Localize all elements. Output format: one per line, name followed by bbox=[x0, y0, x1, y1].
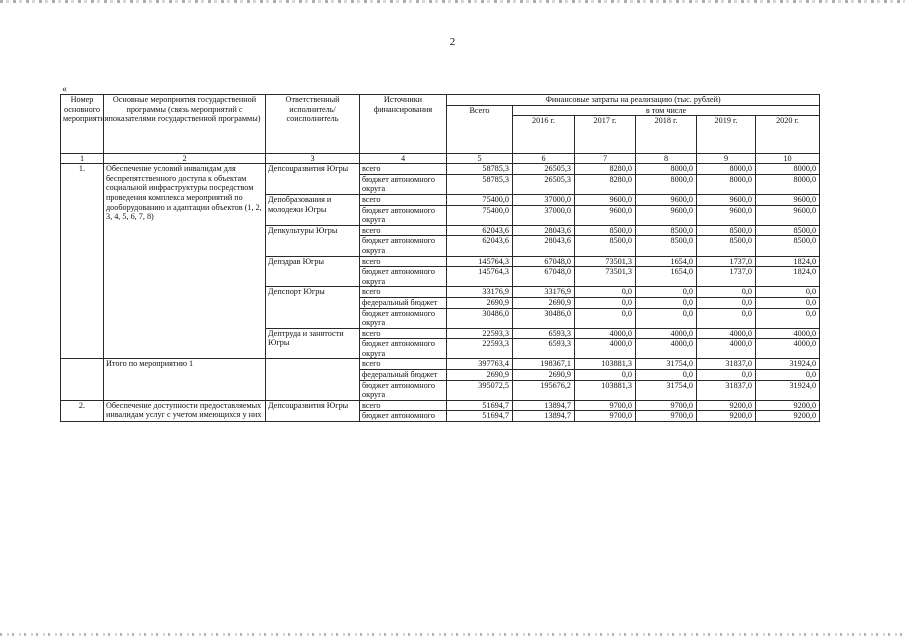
source-cell: всего bbox=[360, 164, 447, 175]
value-year: 9600,0 bbox=[636, 205, 697, 225]
value-year: 4000,0 bbox=[575, 328, 636, 339]
value-total: 58785,3 bbox=[447, 164, 513, 175]
value-total: 22593,3 bbox=[447, 328, 513, 339]
value-total: 2690,9 bbox=[447, 370, 513, 381]
source-cell: бюджет автономного округа bbox=[360, 308, 447, 328]
value-year: 4000,0 bbox=[697, 339, 756, 359]
value-year: 2690,9 bbox=[513, 370, 575, 381]
value-year: 0,0 bbox=[636, 287, 697, 298]
value-year: 31754,0 bbox=[636, 359, 697, 370]
source-cell: бюджет автономного округа bbox=[360, 267, 447, 287]
value-year: 73501,3 bbox=[575, 267, 636, 287]
value-year: 1824,0 bbox=[756, 267, 820, 287]
column-number: 8 bbox=[636, 154, 697, 164]
value-year: 0,0 bbox=[697, 297, 756, 308]
value-year: 8000,0 bbox=[636, 174, 697, 194]
header-year: 2016 г. bbox=[513, 116, 575, 154]
value-year: 8500,0 bbox=[756, 225, 820, 236]
value-year: 4000,0 bbox=[697, 328, 756, 339]
source-cell: бюджет автономного округа bbox=[360, 380, 447, 400]
value-year: 31924,0 bbox=[756, 380, 820, 400]
value-year: 8500,0 bbox=[756, 236, 820, 256]
value-year: 1654,0 bbox=[636, 256, 697, 267]
value-total: 75400,0 bbox=[447, 194, 513, 205]
value-year: 8000,0 bbox=[697, 174, 756, 194]
value-total: 62043,6 bbox=[447, 236, 513, 256]
value-total: 22593,3 bbox=[447, 339, 513, 359]
value-year: 33176,9 bbox=[513, 287, 575, 298]
source-cell: всего bbox=[360, 359, 447, 370]
value-year: 0,0 bbox=[697, 287, 756, 298]
table-row bbox=[61, 400, 820, 411]
header-num: Номер основного мероприятия bbox=[61, 95, 104, 154]
value-total: 51694,7 bbox=[447, 400, 513, 411]
header-year: 2019 г. bbox=[697, 116, 756, 154]
value-year: 6593,3 bbox=[513, 339, 575, 359]
value-year: 6593,3 bbox=[513, 328, 575, 339]
header-year: 2018 г. bbox=[636, 116, 697, 154]
header-finance: Финансовые затраты на реализацию (тыс. рублей) bbox=[447, 95, 820, 106]
value-year: 4000,0 bbox=[636, 328, 697, 339]
executor-cell: Депобразования и молодежи Югры bbox=[266, 194, 360, 225]
source-cell: федеральный бюджет bbox=[360, 370, 447, 381]
value-year: 0,0 bbox=[756, 287, 820, 298]
value-year: 9700,0 bbox=[575, 411, 636, 422]
value-year: 103881,3 bbox=[575, 359, 636, 370]
column-number: 3 bbox=[266, 154, 360, 164]
table-row bbox=[61, 164, 820, 175]
header-row-1 bbox=[61, 95, 820, 106]
header-total: Всего bbox=[447, 105, 513, 154]
column-number: 9 bbox=[697, 154, 756, 164]
value-year: 0,0 bbox=[697, 370, 756, 381]
value-year: 0,0 bbox=[697, 308, 756, 328]
column-number: 6 bbox=[513, 154, 575, 164]
value-year: 9200,0 bbox=[756, 400, 820, 411]
value-year: 31754,0 bbox=[636, 380, 697, 400]
value-total: 2690,9 bbox=[447, 297, 513, 308]
value-year: 26505,3 bbox=[513, 174, 575, 194]
value-year: 8000,0 bbox=[697, 164, 756, 175]
table-row bbox=[61, 359, 820, 370]
value-total: 395072,5 bbox=[447, 380, 513, 400]
source-cell: всего bbox=[360, 225, 447, 236]
value-year: 8500,0 bbox=[575, 236, 636, 256]
value-year: 9600,0 bbox=[756, 205, 820, 225]
value-year: 8500,0 bbox=[636, 225, 697, 236]
value-year: 8280,0 bbox=[575, 164, 636, 175]
header-responsible: Ответственный исполнитель/ соисполнитель bbox=[266, 95, 360, 154]
value-year: 9600,0 bbox=[575, 205, 636, 225]
value-year: 0,0 bbox=[575, 308, 636, 328]
value-year: 0,0 bbox=[756, 297, 820, 308]
value-year: 195676,2 bbox=[513, 380, 575, 400]
value-year: 103881,3 bbox=[575, 380, 636, 400]
value-year: 73501,3 bbox=[575, 256, 636, 267]
value-year: 9600,0 bbox=[575, 194, 636, 205]
source-cell: всего bbox=[360, 194, 447, 205]
executor-cell: Дептруда и занятости Югры bbox=[266, 328, 360, 359]
value-year: 4000,0 bbox=[756, 339, 820, 359]
value-total: 33176,9 bbox=[447, 287, 513, 298]
value-year: 8500,0 bbox=[697, 236, 756, 256]
source-cell: бюджет автономного округа bbox=[360, 339, 447, 359]
source-cell: всего bbox=[360, 400, 447, 411]
value-year: 9600,0 bbox=[636, 194, 697, 205]
value-year: 31837,0 bbox=[697, 380, 756, 400]
value-year: 31924,0 bbox=[756, 359, 820, 370]
event-name: Обеспечение условий инвалидам для беспрепятственного доступа к объектам социальной инфраструктуры посредством проведения комплекса мероприятий по дооборудованию и адаптации объектов (1, 2, 3, 4, 5, 6, 7, 8) bbox=[104, 164, 266, 359]
value-total: 62043,6 bbox=[447, 225, 513, 236]
value-year: 8000,0 bbox=[756, 164, 820, 175]
source-cell: всего bbox=[360, 328, 447, 339]
value-year: 28043,6 bbox=[513, 225, 575, 236]
event-number: 1. bbox=[61, 164, 104, 359]
source-cell: бюджет автономного округа bbox=[360, 205, 447, 225]
value-year: 8500,0 bbox=[697, 225, 756, 236]
value-year: 9700,0 bbox=[575, 400, 636, 411]
value-year: 9600,0 bbox=[756, 194, 820, 205]
value-year: 9200,0 bbox=[697, 411, 756, 422]
value-year: 9700,0 bbox=[636, 411, 697, 422]
value-year: 8280,0 bbox=[575, 174, 636, 194]
value-total: 30486,0 bbox=[447, 308, 513, 328]
total-executor-cell bbox=[266, 359, 360, 400]
scan-edge-bottom bbox=[0, 633, 905, 636]
total-label: Итого по мероприятию 1 bbox=[104, 359, 266, 400]
value-year: 0,0 bbox=[756, 370, 820, 381]
value-year: 37000,0 bbox=[513, 194, 575, 205]
value-year: 26505,3 bbox=[513, 164, 575, 175]
value-year: 1737,0 bbox=[697, 267, 756, 287]
value-year: 4000,0 bbox=[575, 339, 636, 359]
value-year: 9200,0 bbox=[697, 400, 756, 411]
source-cell: всего bbox=[360, 287, 447, 298]
value-year: 4000,0 bbox=[636, 339, 697, 359]
financing-table bbox=[60, 94, 820, 422]
total-number-cell bbox=[61, 359, 104, 400]
column-number: 2 bbox=[104, 154, 266, 164]
value-year: 0,0 bbox=[636, 370, 697, 381]
value-year: 0,0 bbox=[756, 308, 820, 328]
executor-cell: Депздрав Югры bbox=[266, 256, 360, 287]
event-number: 2. bbox=[61, 400, 104, 421]
header-including: в том числе bbox=[513, 105, 820, 116]
value-year: 9600,0 bbox=[697, 205, 756, 225]
value-year: 0,0 bbox=[575, 370, 636, 381]
value-year: 198367,1 bbox=[513, 359, 575, 370]
executor-cell: Депсоцразвития Югры bbox=[266, 164, 360, 195]
header-year: 2020 г. bbox=[756, 116, 820, 154]
value-year: 0,0 bbox=[575, 297, 636, 308]
value-year: 9600,0 bbox=[697, 194, 756, 205]
value-year: 30486,0 bbox=[513, 308, 575, 328]
opening-quote: « bbox=[62, 84, 67, 95]
value-year: 4000,0 bbox=[756, 328, 820, 339]
value-total: 58785,3 bbox=[447, 174, 513, 194]
scan-edge-top bbox=[0, 0, 905, 3]
value-year: 67048,0 bbox=[513, 267, 575, 287]
value-total: 397763,4 bbox=[447, 359, 513, 370]
column-number: 5 bbox=[447, 154, 513, 164]
value-year: 0,0 bbox=[636, 308, 697, 328]
header-source: Источники финансирования bbox=[360, 95, 447, 154]
column-number: 1 bbox=[61, 154, 104, 164]
value-year: 0,0 bbox=[575, 287, 636, 298]
value-year: 8500,0 bbox=[575, 225, 636, 236]
value-total: 75400,0 bbox=[447, 205, 513, 225]
event-name: Обеспечение доступности предоставляемых инвалидам услуг с учетом имеющихся у них bbox=[104, 400, 266, 421]
header-event: Основные мероприятия государственной программы (связь мероприятий с показателями государственной программы) bbox=[104, 95, 266, 154]
page-number: 2 bbox=[449, 36, 456, 48]
value-year: 9700,0 bbox=[636, 400, 697, 411]
source-cell: бюджет автономного округа bbox=[360, 174, 447, 194]
value-year: 1737,0 bbox=[697, 256, 756, 267]
value-total: 51694,7 bbox=[447, 411, 513, 422]
value-year: 0,0 bbox=[636, 297, 697, 308]
value-year: 67048,0 bbox=[513, 256, 575, 267]
source-cell: всего bbox=[360, 256, 447, 267]
column-number: 4 bbox=[360, 154, 447, 164]
source-cell: бюджет автономного bbox=[360, 411, 447, 422]
value-year: 13894,7 bbox=[513, 411, 575, 422]
source-cell: федеральный бюджет bbox=[360, 297, 447, 308]
column-number: 10 bbox=[756, 154, 820, 164]
value-year: 2690,9 bbox=[513, 297, 575, 308]
value-total: 145764,3 bbox=[447, 256, 513, 267]
executor-cell: Депспорт Югры bbox=[266, 287, 360, 328]
value-year: 31837,0 bbox=[697, 359, 756, 370]
column-number: 7 bbox=[575, 154, 636, 164]
value-year: 8000,0 bbox=[636, 164, 697, 175]
value-year: 8000,0 bbox=[756, 174, 820, 194]
value-year: 1824,0 bbox=[756, 256, 820, 267]
value-year: 13894,7 bbox=[513, 400, 575, 411]
executor-cell: Депсоцразвития Югры bbox=[266, 400, 360, 421]
source-cell: бюджет автономного округа bbox=[360, 236, 447, 256]
header-year: 2017 г. bbox=[575, 116, 636, 154]
value-year: 28043,6 bbox=[513, 236, 575, 256]
value-year: 37000,0 bbox=[513, 205, 575, 225]
value-year: 9200,0 bbox=[756, 411, 820, 422]
value-total: 145764,3 bbox=[447, 267, 513, 287]
column-number-row bbox=[61, 154, 820, 164]
executor-cell: Депкультуры Югры bbox=[266, 225, 360, 256]
value-year: 1654,0 bbox=[636, 267, 697, 287]
value-year: 8500,0 bbox=[636, 236, 697, 256]
